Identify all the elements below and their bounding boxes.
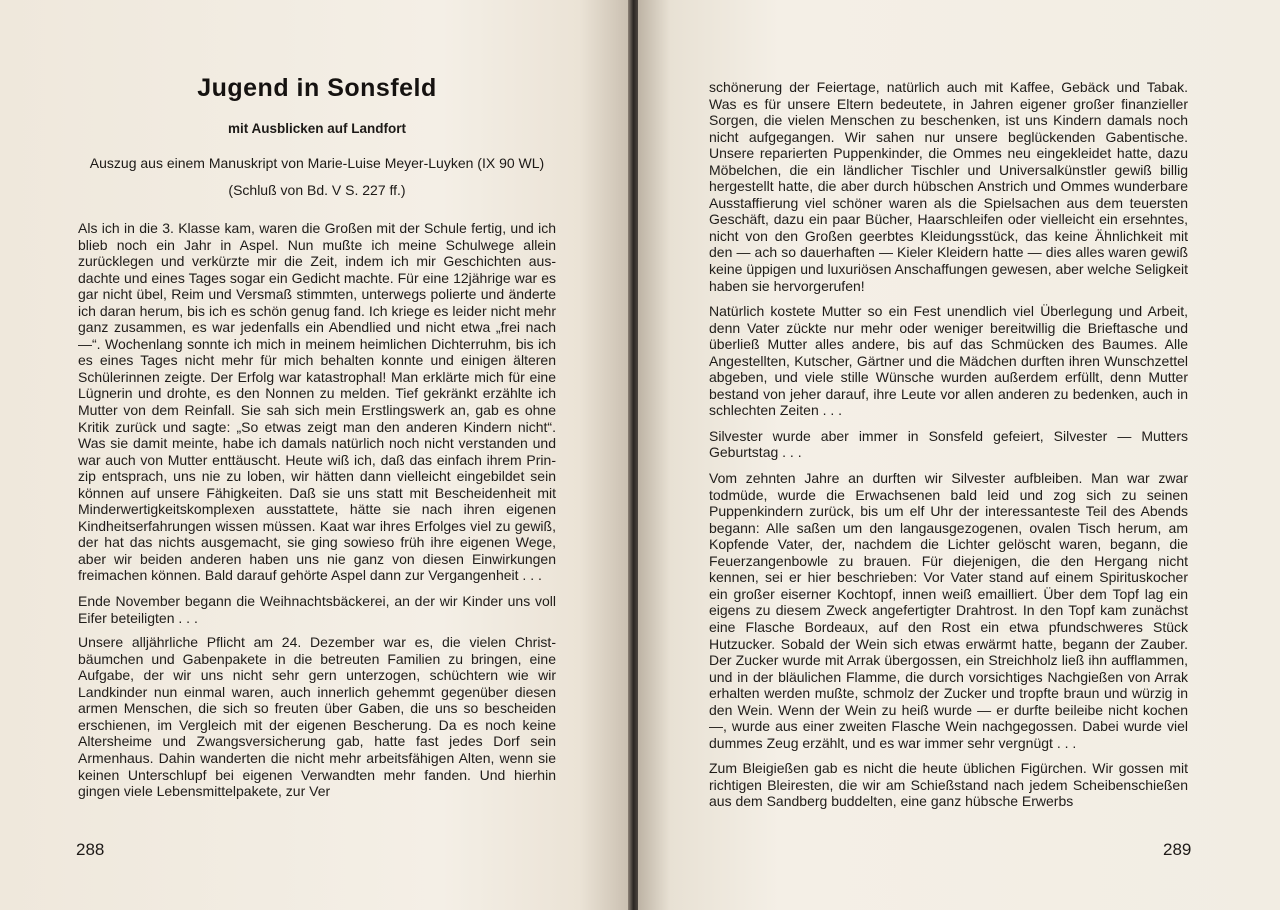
continuation-note: (Schluß von Bd. V S. 227 ff.) — [228, 182, 406, 198]
paragraph: Als ich in die 3. Klasse kam, waren die Großen mit der Schule fertig, und ich blieb noch ein Jahr in Aspel. Nun mußte ich meine Schulwege allein zurücklegen und verkürzte mir die Zeit, indem ich mir Geschichten ausdachte und eines Tages sogar ein Gedicht machte. Für eine 12jährige war es gar nicht übel, Reim und Versmaß stimmten, unterwegs polierte und änderte ich daran herum, bis ich es schön genug fand. Ich kriege es leider nicht mehr ganz zusammen, es war jedenfalls ein Abendlied und nicht etwa „frei nach —“. Wochenlang sonnte ich mich in meinem heimlichen Dichterruhm, bis ich es eines Tages nicht mehr für mich behalten konnte und einigen älteren Schülerinnen zeigte. Der Erfolg war katastrophal! Man erklärte mich für eine Lügnerin und drohte, es den Nonnen zu melden. Tief gekränkt erzählte ich Mutter von dem Reinfall. Sie sah sich mein Erstlingswerk an, gab es ohne Kritik zurück und sagte: „So etwas zeigt man den anderen Kindern nicht“. Was sie damit meinte, habe ich damals natürlich noch nicht verstanden und war auch von Mutter enttäuscht. Heute wiß ich, daß das einfach ihrem Prinzip entsprach, uns nie zu loben, wir hätten dann vielleicht eingebildet sein können auf unsere Fähigkeiten. Daß sie uns statt mit Bescheidenheit mit Minderwertigkeitskomplexen ausstattete, hätte sie nach ihren eigenen Kindheitserfahrungen wissen müssen. Kaat war ihres Erfolges viel zu gewiß, der hat das nichts ausgemacht, sie ging sowieso früh ihre eigenen Wege, aber wir beiden anderen haben uns nie ganz von diesen Einwirkungen freimachen können. Bald darauf gehörte Aspel dann zur Vergangenheit . . . — [78, 220, 556, 584]
article-title: Jugend in Sonsfeld — [197, 74, 437, 102]
paragraph: schönerung der Feiertage, natürlich auch mit Kaffee, Gebäck und Tabak. Was es für unsere Eltern bedeutete, in Jahren eigener großer finanzieller Sorgen, die vielen Menschen zu beschenken, ist uns Kindern damals noch nicht aufgegangen. Wir sahen nur unsere beglückenden Gabentische. Unsere reparierten Puppenkinder, die Ommes neu eingekleidet hatte, dazu Möbelchen, die ein ländlicher Tischler und Universalkünstler gewiß billig hergestellt hatte, die aber durch hübschen Anstrich und Ommes wunderbare Ausstaffierung viel schöner waren als die Spielsachen aus dem teuersten Geschäft, dazu ein paar Bücher, Haarschleifen oder vielleicht ein ersehntes, nicht von den Großen geerbtes Kleidungsstück, das keine Ähnlichkeit mit den — ach so dauerhaften — Kieler Kleidern hatte — dies alles waren gewiß keine üppigen und luxuriösen Anschaffungen gewesen, aber welche Seligkeit haben sie hervorgerufen! — [709, 79, 1188, 294]
right-body-text — [709, 79, 1188, 819]
page-number-left: 288 — [76, 840, 105, 859]
paragraph: Ende November begann die Weihnachtsbäckerei, an der wir Kinder uns voll Eifer beteiligten . . . — [78, 593, 556, 626]
excerpt-note: Auszug aus einem Manuskript von Marie-Luise Meyer-Luyken (IX 90 WL) — [89, 155, 545, 171]
article-subtitle: mit Ausblicken auf Landfort — [227, 121, 406, 136]
paragraph: Unsere alljährliche Pflicht am 24. Dezember war es, die vielen Christbäumchen und Gabenpakete in die betreuten Familien zu bringen, eine Aufgabe, der wir uns nicht sehr gern unterzogen, schüchtern wie wir Landkinder nun einmal waren, auch innerlich gehemmt gegenüber diesen armen Menschen, die sich so freuten über Gaben, die uns so bescheiden erschienen, im Vergleich mit der eigenen Bescherung. Da es noch keine Altersheime und Zwangsversicherung gab, hatte fast jedes Dorf sein Armenhaus. Dahin wanderten die nicht mehr arbeitsfähigen Alten, wenn sie keinen Unterschlupf bei eigenen Verwandten mehr fanden. Und hierhin gingen viele Lebensmittelpakete, zur Ver — [78, 634, 556, 800]
paragraph: Zum Bleigießen gab es nicht die heute üblichen Figürchen. Wir gossen mit richtigen Bleiresten, die wir am Schießstand nach jedem Scheibenschießen aus dem Sandberg buddelten, eine ganz hübsche Erwerbs — [709, 760, 1188, 810]
paragraph: Silvester wurde aber immer in Sonsfeld gefeiert, Silvester — Mutters Geburtstag . . . — [709, 427, 1188, 461]
paragraph: Natürlich kostete Mutter so ein Fest unendlich viel Überlegung und Arbeit, denn Vater zückte nur mehr oder weniger bereitwillig die Brieftasche und überließ Mutter alles andere, bis auf das Schmücken des Baumes. Alle Angestellten, Kutscher, Gärtner und die Mädchen durften ihren Wunschzettel abgeben, und viele stille Wünsche wurden außerdem erfüllt, denn Mutter bestand von jeher darauf, ihre Leute vor allen anderen zu bedenken, auch in schlechten Zeiten . . . — [709, 303, 1188, 419]
left-page — [0, 0, 630, 910]
left-body-text — [78, 220, 556, 809]
page-number-right: 289 — [1163, 840, 1192, 859]
paragraph: Vom zehnten Jahre an durften wir Silvester aufbleiben. Man war zwar todmüde, wurde die Erwachsenen bald leid und zog sich zu seinen Puppenkindern zurück, bis um elf Uhr der interessanteste Teil des Abends begann: Alle saßen um den langausgezogenen, ovalen Tisch herum, am Kopfende Vater, der, nachdem die Lichter gelöscht waren, begann, die Feuerzangenbowle zu brauen. Für diejenigen, die den Hergang nicht kennen, sei er hier beschrieben: Vor Vater stand auf einem Spirituskocher ein großer eiserner Kochtopf, innen weiß emailliert. Über dem Topf lag ein eigens zu diesem Zweck angefertigter Drahtrost. In den Topf kam zunächst eine Flasche Bordeaux, auf den Rost ein etwa pfundschweres Stück Hutzucker. Sobald der Wein sich etwas erwärmt hatte, begann der Zauber. Der Zucker wurde mit Arrak übergossen, ein Streichholz ließ ihn aufflammen, und in der bläulichen Flamme, die durch vorsichtiges Nachgießen von Arrak erhalten werden mußte, schmolz der Zucker und tropfte braun und würzig in den Wein. Wenn der Wein zu heiß wurde — er durfte beileibe nicht kochen —, wurde aus einer zweiten Flasche Wein nachgegossen. Dabei wurde viel dummes Zeug erzählt, und es war immer sehr vergnügt . . . — [709, 470, 1188, 751]
